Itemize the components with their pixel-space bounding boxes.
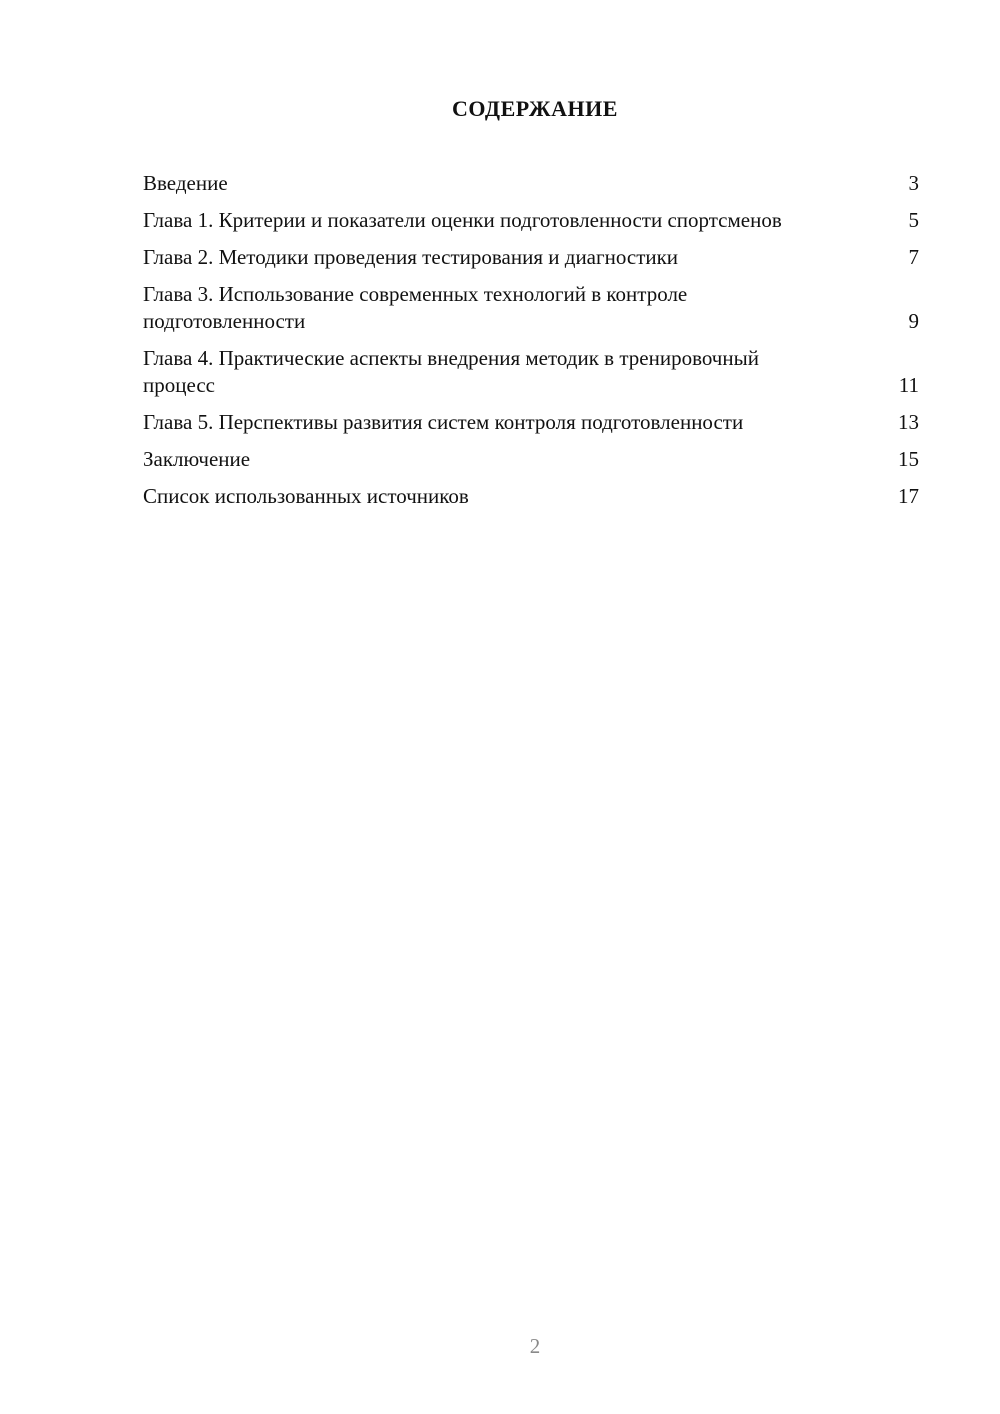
toc-entry-references	[143, 483, 919, 510]
toc-entry-introduction	[143, 170, 919, 197]
toc-entry-title: Глава 4. Практические аспекты внедрения методик в тренировочный процесс	[143, 346, 759, 397]
toc-entry-page: 5	[908, 208, 919, 232]
toc-entry-title: Список использованных источников	[143, 484, 469, 508]
toc-entry-title: Глава 1. Критерии и показатели оценки подготовленности спортсменов	[143, 208, 782, 232]
toc-entry-chapter-3	[143, 281, 919, 335]
toc-entry-page: 3	[908, 171, 919, 195]
toc-entry-page: 9	[908, 309, 919, 333]
toc-entry-page: 17	[898, 484, 919, 508]
toc-entry-chapter-1	[143, 207, 919, 234]
toc-entry-title: Глава 2. Методики проведения тестирования и диагностики	[143, 245, 679, 269]
toc-entry-title: Глава 5. Перспективы развития систем контроля подготовленности	[143, 410, 744, 434]
toc-entry-conclusion	[143, 446, 919, 473]
toc-entry-page: 7	[908, 245, 919, 269]
toc-entry-page: 13	[898, 410, 919, 434]
toc-entry-title: Заключение	[143, 447, 251, 471]
toc-entry-chapter-4	[143, 345, 919, 399]
toc-entry-chapter-5	[143, 409, 919, 436]
toc-entry-title: Глава 3. Использование современных технологий в контроле подготовленности	[143, 282, 688, 333]
toc-entry-page: 11	[898, 373, 919, 397]
toc-entry-title: Введение	[143, 171, 228, 195]
page-number: 2	[529, 1334, 541, 1358]
toc-entry-page: 15	[898, 447, 919, 471]
page-title: СОДЕРЖАНИЕ	[452, 96, 618, 121]
toc-entry-chapter-2	[143, 244, 919, 271]
table-of-contents	[143, 170, 919, 520]
